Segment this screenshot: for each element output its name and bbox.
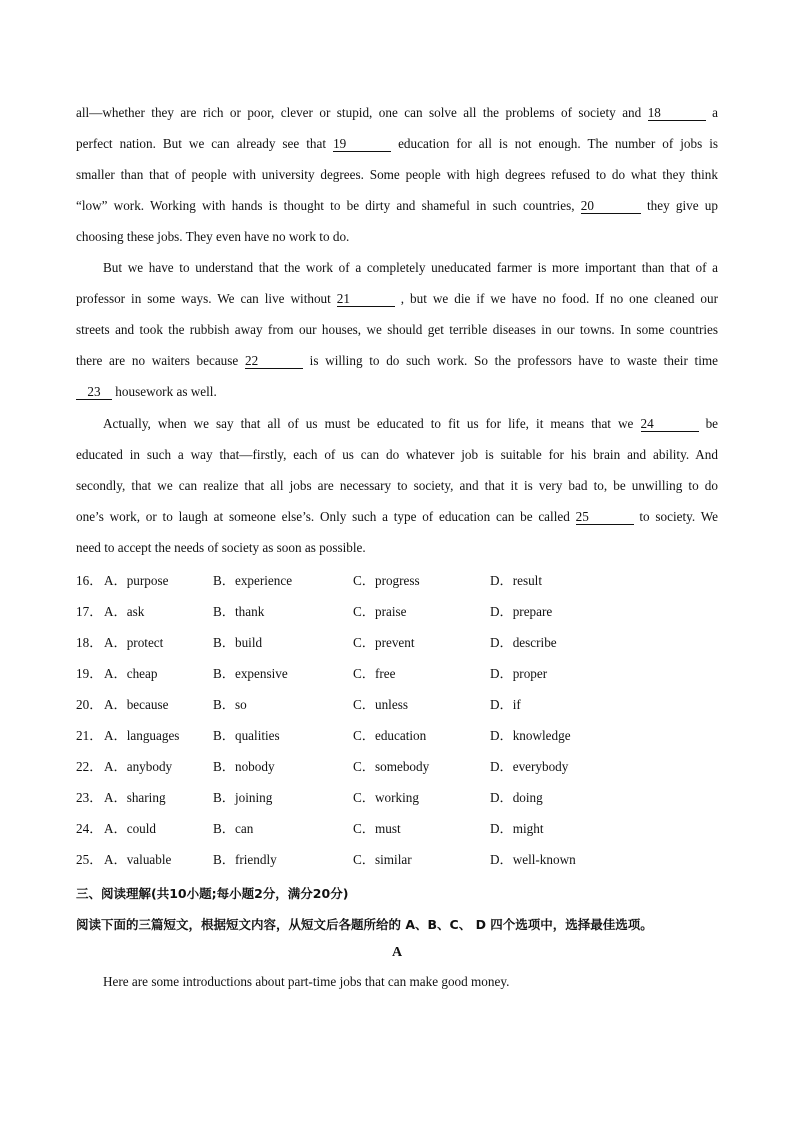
option-d: D．everybody	[490, 759, 569, 774]
option-a: A．anybody	[104, 759, 173, 774]
option-b: B．expensive	[213, 666, 288, 681]
option-a: A．valuable	[104, 852, 172, 867]
option-c: C．similar	[353, 852, 412, 867]
option-d: D．describe	[490, 635, 557, 650]
option-c: C．free	[353, 666, 396, 681]
option-c: C．unless	[353, 697, 408, 712]
line: smaller than that of people with university degrees. Some people with high degrees refused to do what they think	[76, 167, 718, 182]
question-number: 21．	[76, 728, 103, 743]
option-b: B．build	[213, 635, 263, 650]
option-a: A．could	[104, 821, 157, 836]
option-b: B．joining	[213, 790, 273, 805]
question-number: 17．	[76, 604, 103, 619]
line: perfect nation. But we can already see that 19 education for all is not enough. The number of jobs is	[76, 136, 719, 151]
line: Actually, when we say that all of us must be educated to fit us for life, it means that we 24 be	[103, 416, 719, 431]
section-heading: 三、阅读理解(共10小题;每小题2分，满分20分)	[76, 886, 349, 901]
option-c: C．education	[353, 728, 427, 743]
option-b: B．friendly	[213, 852, 277, 867]
blank-18: 18	[648, 105, 706, 121]
line: choosing these jobs. They even have no work to do.	[76, 229, 350, 244]
option-a: A．protect	[104, 635, 164, 650]
option-a: A．ask	[104, 604, 145, 619]
question-number: 23．	[76, 790, 103, 805]
option-c: C．somebody	[353, 759, 430, 774]
option-d: D．well-known	[490, 852, 576, 867]
option-d: D．doing	[490, 790, 543, 805]
line: But we have to understand that the work of a completely uneducated farmer is more important than that of a	[103, 260, 718, 275]
option-a: A．languages	[104, 728, 180, 743]
option-a: A．sharing	[104, 790, 166, 805]
line: all—whether they are rich or poor, clever or stupid, one can solve all the problems of society and 18 a	[76, 105, 719, 120]
question-number: 25．	[76, 852, 103, 867]
blank-21: 21	[337, 291, 395, 307]
line: educated in such a way that—firstly, each of us can do whatever job is suitable for his brain and ability. And	[76, 447, 718, 462]
question-number: 16．	[76, 573, 103, 588]
blank-24: 24	[641, 416, 699, 432]
line: there are no waiters because 22 is willing to do such work. So the professors have to waste their time	[76, 353, 718, 368]
option-b: B．nobody	[213, 759, 275, 774]
question-number: 24．	[76, 821, 103, 836]
blank-23: 23	[76, 384, 112, 400]
blank-22: 22	[245, 353, 303, 369]
option-c: C．working	[353, 790, 419, 805]
line: 23 housework as well.	[76, 376, 718, 407]
option-c: C．progress	[353, 573, 420, 588]
section-instruction: 阅读下面的三篇短文，根据短文内容，从短文后各题所给的 A、B、C、 D 四个选项中，选择最佳选项。	[76, 917, 653, 932]
option-b: B．can	[213, 821, 254, 836]
option-a: A．purpose	[104, 573, 169, 588]
paragraph-2	[76, 252, 718, 407]
line: secondly, that we can realize that all jobs are necessary to society, and that it is very bad to, be unwilling to do	[76, 478, 718, 493]
blank-20: 20	[581, 198, 641, 214]
passage-intro: Here are some introductions about part-time jobs that can make good money.	[103, 974, 510, 989]
option-a: A．cheap	[104, 666, 158, 681]
option-d: D．proper	[490, 666, 548, 681]
line: professor in some ways. We can live without 21 , but we die if we have no food. If no one cleaned our	[76, 291, 718, 306]
line: streets and took the rubbish away from our houses, we should get terrible diseases in our towns. In some countries	[76, 322, 718, 337]
blank-19: 19	[333, 136, 391, 152]
option-c: C．must	[353, 821, 401, 836]
part-label: A	[391, 945, 403, 960]
option-c: C．praise	[353, 604, 407, 619]
option-d: D．result	[490, 573, 543, 588]
option-b: B．so	[213, 697, 247, 712]
line: need to accept the needs of society as soon as possible.	[76, 540, 366, 555]
line: one’s work, or to laugh at someone else’s. Only such a type of education can be called 25 to society. We	[76, 509, 718, 524]
question-number: 20．	[76, 697, 103, 712]
question-number: 18．	[76, 635, 103, 650]
question-number: 22．	[76, 759, 103, 774]
option-a: A．because	[104, 697, 169, 712]
option-d: D．knowledge	[490, 728, 571, 743]
option-d: D．might	[490, 821, 544, 836]
option-d: D．prepare	[490, 604, 553, 619]
paragraph-1	[76, 97, 718, 252]
option-d: D．if	[490, 697, 521, 712]
paragraph-3	[76, 408, 718, 563]
option-c: C．prevent	[353, 635, 415, 650]
option-b: B．qualities	[213, 728, 280, 743]
line: “low” work. Working with hands is thought to be dirty and shameful in such countries, 20 they give up	[76, 198, 718, 213]
option-b: B．experience	[213, 573, 293, 588]
blank-25: 25	[576, 509, 634, 525]
question-number: 19．	[76, 666, 103, 681]
option-b: B．thank	[213, 604, 265, 619]
